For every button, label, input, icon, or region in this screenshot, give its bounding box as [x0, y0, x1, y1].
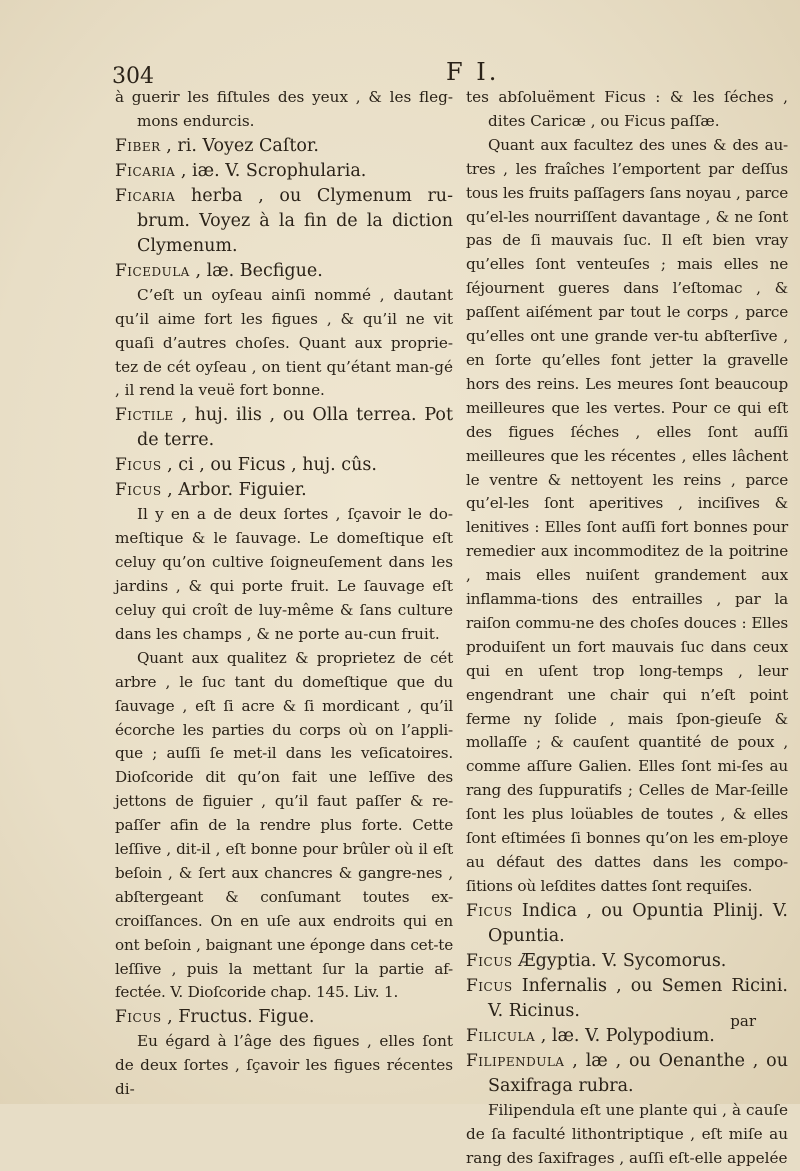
left-column: [115, 86, 453, 1102]
dictionary-entry: Ficus , Arbor. Figuier.: [115, 480, 307, 501]
entry-paragraph: Quant aux qualitez & proprietez de cét arbre , le ſuc tant du domeſtique que du ſauvage , eſt ſi acre & ſi mordicant , qu’il écorche les parties du corps où on l’appli-que ; auſſi ſe met-il dans les veſicatoires. Dioſcoride dit qu’on fait une leſſive des jettons de figuier , qu’il faut paſſer & re-paſſer afin de la rendre plus forte. Cette leſſive , dit-il , eſt bonne pour brûler où il eſt beſoin , & ſert aux chancres & gangre-nes , abſtergeant & conſumant toutes ex-croiſſances. On en uſe aux endroits qui en ont beſoin , baignant une éponge dans cet-te leſſive , puis la mettant ſur la partie af-fectée. V. Dioſcoride chap. 145. Liv. 1.: [115, 648, 453, 1002]
dictionary-entry: Filipendula , læ , ou Oenanthe , ou Saxifraga rubra.: [466, 1050, 788, 1096]
entry-paragraph: Eu égard à l’âge des figues , elles ſont de deux ſortes , ſçavoir les figues récentes di-: [115, 1032, 453, 1099]
dictionary-entry: Ficedula , læ. Becfigue.: [115, 260, 323, 281]
entry-paragraph: Il y en a de deux ſortes , ſçavoir le do-meſtique & le ſauvage. Le domeſtique eſt celuy qu’on cultive ſoigneuſement dans les jardins , & qui porte fruit. Le ſauvage eſt celuy qui croît de luy-même & ſans culture dans les champs , & ne porte au-cun fruit.: [115, 505, 453, 643]
catchword: par: [730, 1012, 756, 1030]
right-column: [466, 86, 788, 1171]
entry-paragraph: C’eſt un oyſeau ainſi nommé , dautant qu’il aime fort les figues , & qu’il ne vit quaſi d’autres choſes. Quant aux proprie-tez de cét oyſeau , on tient qu’étant man-gé , il rend la veuë fort bonne.: [115, 285, 453, 400]
continuation-text: à guerir les fiſtules des yeux , & les fleg-mons endurcis.: [115, 88, 453, 130]
dictionary-entry: Fictile , huj. ilis , ou Olla terrea. Pot de terre.: [115, 405, 453, 451]
continuation-text: tes abſoluëment Ficus : & les ſéches , dites Caricæ , ou Ficus paſſæ.: [466, 88, 788, 130]
running-head: F I.: [446, 58, 500, 86]
dictionary-entry: Ficaria , iæ. V. Scrophularia.: [115, 160, 367, 181]
dictionary-entry: Ficus Infernalis , ou Semen Ricini. V. Ricinus.: [466, 975, 788, 1021]
page-number: 304: [112, 64, 154, 89]
dictionary-entry: Fiber , ri. Voyez Caſtor.: [115, 135, 319, 156]
dictionary-entry: Ficus Indica , ou Opuntia Plinij. V. Opuntia.: [466, 900, 788, 946]
dictionary-entry: Ficus , ci , ou Ficus , huj. cûs.: [115, 455, 377, 476]
entry-paragraph: Filipendula eſt une plante qui , à cauſe de ſa faculté lithontriptique , eſt miſe au rang des ſaxifrages , auſſi eſt-elle appelée: [466, 1100, 788, 1167]
dictionary-entry: Ficaria herba , ou Clymenum ru-brum. Voyez à la fin de la diction Clymenum.: [115, 185, 453, 256]
dictionary-entry: Filicula , læ. V. Polypodium.: [466, 1025, 715, 1046]
dictionary-entry: Ficus Ægyptia. V. Sycomorus.: [466, 950, 727, 971]
dictionary-entry: Ficus , Fructus. Figue.: [115, 1007, 315, 1028]
entry-paragraph: Quant aux facultez des unes & des au-tres , les fraîches l’emportent par deſſus tous les fruits paſſagers ſans noyau , parce qu’el-les nourriſſent davantage , & ne ſont pas de ſi mauvais ſuc. Il eſt bien vray qu’elles ſont venteuſes ; mais elles ne ſéjournent gueres dans l’eſtomac , & paſſent aiſément par tout le corps , parce qu’elles ont une grande ver-tu abſterſive , en ſorte qu’elles font jetter la gravelle hors des reins. Les meures ſont beaucoup meilleures que les vertes. Pour ce qui eſt des figues ſéches , elles ſont auſſi meilleures que les récentes , elles lâchent le ventre & nettoyent les reins , parce qu’el-les ſont aperitives , inciſives & lenitives : Elles ſont auſſi fort bonnes pour remedier aux incommoditez de la poitrine , mais elles nuiſent grandement aux inflamma-tions des entrailles , par la raiſon commu-ne des choſes douces : Elles produiſent un fort mauvais ſuc dans ceux qui en uſent trop long-temps , leur engendrant une chair qui n’eſt point ferme ny ſolide , mais ſpon-gieuſe & mollaſſe ; & cauſent quantité de poux , comme aſſure Galien. Elles ſont mi-ſes au rang des ſuppuratifs ; Celles de Mar-ſeille ſont les plus loüables de toutes , & elles ſont eſtimées ſi bonnes qu’on les em-ploye au défaut des dattes dans les compo-ſitions où leſdites dattes ſont requiſes.: [466, 135, 788, 895]
